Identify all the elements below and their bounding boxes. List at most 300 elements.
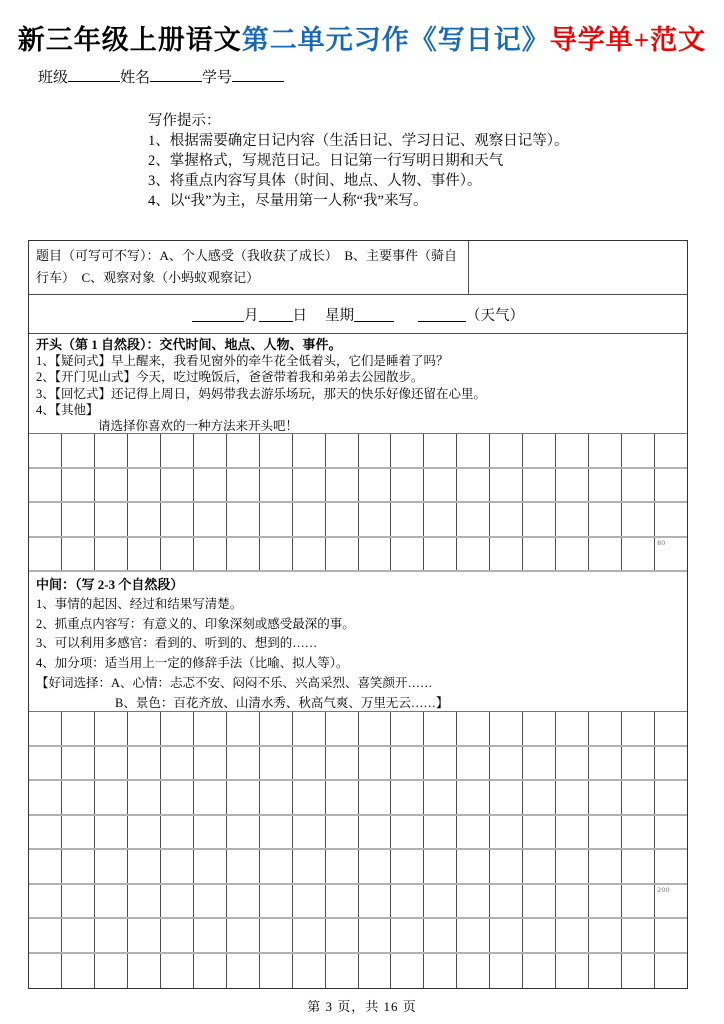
writing-cell bbox=[391, 816, 424, 849]
writing-cell bbox=[589, 850, 622, 883]
writing-cell bbox=[655, 469, 687, 502]
writing-cell bbox=[457, 850, 490, 883]
writing-cell bbox=[457, 469, 490, 502]
middle-item: 4、加分项：适当用上一定的修辞手法（比喻、拟人等）。 bbox=[36, 656, 349, 671]
writing-cell bbox=[95, 538, 128, 571]
writing-cell bbox=[556, 747, 589, 780]
writing-cell bbox=[227, 469, 260, 502]
writing-cell bbox=[29, 747, 62, 780]
opening-item: 3、【回忆式】还记得上周日，妈妈带我去游乐场玩，那天的快乐好像还留在心里。 bbox=[36, 386, 487, 401]
writing-cell bbox=[260, 850, 293, 883]
writing-cell bbox=[95, 712, 128, 745]
writing-cell bbox=[227, 885, 260, 918]
writing-cell bbox=[95, 781, 128, 814]
writing-cell bbox=[62, 816, 95, 849]
writing-cell bbox=[589, 954, 622, 989]
writing-cell bbox=[62, 850, 95, 883]
writing-cell bbox=[655, 712, 687, 745]
writing-cell bbox=[260, 469, 293, 502]
writing-cell bbox=[62, 469, 95, 502]
writing-cell bbox=[326, 919, 359, 952]
writing-cell bbox=[260, 954, 293, 989]
writing-cell bbox=[359, 919, 392, 952]
writing-cell bbox=[128, 712, 161, 745]
writing-cell bbox=[326, 434, 359, 467]
writing-cell bbox=[556, 434, 589, 467]
writing-cell bbox=[227, 538, 260, 571]
title-course-part: 新三年级上册语文 bbox=[17, 25, 242, 55]
writing-cell bbox=[194, 747, 227, 780]
writing-cell bbox=[457, 781, 490, 814]
writing-cell bbox=[523, 469, 556, 502]
writing-cell bbox=[128, 747, 161, 780]
writing-cell bbox=[29, 503, 62, 536]
writing-cell bbox=[391, 747, 424, 780]
middle-item: 2、抓重点内容写：有意义的、印象深刻或感受最深的事。 bbox=[36, 616, 355, 631]
writing-cell bbox=[655, 816, 687, 849]
writing-cell bbox=[62, 781, 95, 814]
writing-cell bbox=[655, 885, 687, 918]
writing-cell bbox=[95, 503, 128, 536]
weather-blank-line bbox=[418, 307, 466, 322]
writing-cell bbox=[161, 954, 194, 989]
grid-row bbox=[29, 469, 687, 504]
writing-cell bbox=[490, 850, 523, 883]
writing-cell bbox=[556, 919, 589, 952]
grid-row bbox=[29, 816, 687, 851]
writing-cell bbox=[194, 503, 227, 536]
title-unit-part: 第二单元习作《写日记》 bbox=[241, 25, 550, 55]
writing-cell bbox=[260, 816, 293, 849]
writing-cell bbox=[589, 538, 622, 571]
writing-cell bbox=[589, 885, 622, 918]
writing-cell bbox=[622, 954, 655, 989]
writing-tip-item: 3、将重点内容写具体（时间、地点、人物、事件）。 bbox=[148, 173, 482, 189]
writing-cell bbox=[655, 503, 687, 536]
writing-cell bbox=[622, 816, 655, 849]
grid-row bbox=[29, 954, 687, 989]
topic-row bbox=[29, 241, 687, 295]
middle-writing-grid bbox=[29, 712, 687, 988]
writing-cell bbox=[95, 747, 128, 780]
opening-item: 1、【疑问式】早上醒来，我看见窗外的牵牛花全低着头，它们是睡着了吗？ bbox=[36, 354, 449, 369]
middle-heading: 中间：（写 2-3 个自然段） bbox=[36, 577, 184, 592]
writing-cell bbox=[227, 747, 260, 780]
writing-cell bbox=[62, 919, 95, 952]
writing-tip-item: 2、掌握格式，写规范日记。日记第一行写明日期和天气 bbox=[148, 153, 504, 169]
writing-cell bbox=[29, 538, 62, 571]
writing-cell bbox=[128, 781, 161, 814]
writing-cell bbox=[556, 538, 589, 571]
writing-cell bbox=[260, 503, 293, 536]
writing-cell bbox=[490, 538, 523, 571]
writing-cell bbox=[589, 781, 622, 814]
topic-empty-cell bbox=[469, 241, 687, 294]
writing-cell bbox=[391, 469, 424, 502]
writing-cell bbox=[523, 503, 556, 536]
id-label: 学号 bbox=[202, 70, 233, 86]
class-blank-line bbox=[68, 67, 120, 82]
writing-cell bbox=[490, 781, 523, 814]
writing-cell bbox=[293, 503, 326, 536]
writing-cell bbox=[622, 781, 655, 814]
opening-section bbox=[29, 334, 687, 434]
grid-row bbox=[29, 850, 687, 885]
writing-cell bbox=[391, 434, 424, 467]
writing-cell bbox=[490, 885, 523, 918]
writing-cell bbox=[161, 919, 194, 952]
writing-cell bbox=[359, 712, 392, 745]
writing-cell bbox=[359, 885, 392, 918]
name-label: 姓名 bbox=[120, 70, 151, 86]
writing-cell bbox=[359, 469, 392, 502]
writing-cell bbox=[523, 919, 556, 952]
writing-cell bbox=[490, 503, 523, 536]
day-blank-line bbox=[259, 307, 293, 322]
writing-cell bbox=[227, 503, 260, 536]
writing-cell bbox=[260, 919, 293, 952]
writing-cell bbox=[62, 538, 95, 571]
writing-cell bbox=[326, 712, 359, 745]
writing-cell bbox=[359, 816, 392, 849]
writing-cell bbox=[424, 850, 457, 883]
writing-cell bbox=[194, 434, 227, 467]
writing-cell bbox=[161, 781, 194, 814]
writing-cell bbox=[359, 503, 392, 536]
writing-cell bbox=[293, 919, 326, 952]
writing-cell bbox=[490, 434, 523, 467]
writing-cell bbox=[622, 712, 655, 745]
writing-cell bbox=[359, 747, 392, 780]
writing-cell bbox=[523, 850, 556, 883]
writing-cell bbox=[128, 434, 161, 467]
writing-cell bbox=[161, 747, 194, 780]
writing-cell bbox=[293, 538, 326, 571]
opening-item: 4、【其他】 bbox=[36, 402, 99, 417]
writing-cell bbox=[194, 469, 227, 502]
writing-cell bbox=[391, 712, 424, 745]
writing-cell bbox=[359, 850, 392, 883]
writing-cell bbox=[161, 816, 194, 849]
class-label: 班级 bbox=[38, 70, 69, 86]
opening-item: 2、【开门见山式】今天，吃过晚饭后，爸爸带着我和弟弟去公园散步。 bbox=[36, 370, 424, 385]
writing-cell bbox=[260, 885, 293, 918]
writing-cell bbox=[622, 503, 655, 536]
writing-cell bbox=[424, 469, 457, 502]
writing-cell bbox=[227, 816, 260, 849]
writing-tips-heading: 写作提示： bbox=[148, 113, 221, 129]
writing-cell bbox=[95, 816, 128, 849]
writing-cell bbox=[589, 434, 622, 467]
writing-cell bbox=[424, 747, 457, 780]
writing-cell bbox=[29, 781, 62, 814]
grid-row bbox=[29, 747, 687, 782]
writing-cell bbox=[424, 712, 457, 745]
writing-cell bbox=[424, 781, 457, 814]
writing-cell bbox=[128, 919, 161, 952]
writing-cell bbox=[457, 747, 490, 780]
writing-cell bbox=[523, 538, 556, 571]
writing-cell bbox=[326, 816, 359, 849]
writing-cell bbox=[457, 816, 490, 849]
writing-cell bbox=[227, 781, 260, 814]
writing-cell bbox=[95, 885, 128, 918]
writing-cell bbox=[29, 850, 62, 883]
writing-cell bbox=[655, 954, 687, 989]
writing-cell bbox=[655, 781, 687, 814]
writing-cell bbox=[62, 503, 95, 536]
writing-cell bbox=[622, 434, 655, 467]
writing-cell bbox=[293, 954, 326, 989]
writing-cell bbox=[95, 850, 128, 883]
writing-cell bbox=[556, 469, 589, 502]
middle-item: 3、可以利用多感官：看到的、听到的、想到的…… bbox=[36, 636, 318, 651]
id-blank-line bbox=[232, 67, 284, 82]
writing-cell bbox=[391, 538, 424, 571]
writing-cell bbox=[194, 538, 227, 571]
day-label: 日 bbox=[292, 307, 307, 324]
writing-cell bbox=[194, 885, 227, 918]
writing-cell bbox=[194, 712, 227, 745]
middle-section bbox=[29, 572, 687, 712]
writing-cell bbox=[260, 747, 293, 780]
writing-cell bbox=[457, 538, 490, 571]
writing-cell bbox=[622, 538, 655, 571]
date-row bbox=[29, 295, 687, 334]
writing-cell bbox=[391, 954, 424, 989]
writing-cell bbox=[391, 781, 424, 814]
writing-cell bbox=[194, 781, 227, 814]
writing-cell bbox=[260, 781, 293, 814]
writing-cell bbox=[293, 781, 326, 814]
writing-cell bbox=[589, 469, 622, 502]
month-blank-line bbox=[192, 307, 244, 322]
writing-cell bbox=[359, 781, 392, 814]
writing-cell bbox=[589, 816, 622, 849]
writing-cell bbox=[391, 919, 424, 952]
writing-cell bbox=[490, 954, 523, 989]
writing-cell bbox=[457, 434, 490, 467]
writing-cell bbox=[260, 712, 293, 745]
writing-cell bbox=[128, 469, 161, 502]
writing-cell bbox=[62, 712, 95, 745]
writing-cell bbox=[359, 538, 392, 571]
writing-cell bbox=[326, 469, 359, 502]
writing-cell bbox=[556, 712, 589, 745]
middle-item: 1、事情的起因、经过和结果写清楚。 bbox=[36, 596, 243, 611]
writing-cell bbox=[655, 919, 687, 952]
writing-cell bbox=[227, 954, 260, 989]
character-count-marker: 200 bbox=[657, 885, 670, 894]
writing-cell bbox=[490, 712, 523, 745]
writing-cell bbox=[326, 503, 359, 536]
writing-cell bbox=[359, 954, 392, 989]
writing-cell bbox=[424, 816, 457, 849]
writing-cell bbox=[490, 747, 523, 780]
writing-cell bbox=[424, 919, 457, 952]
writing-cell bbox=[556, 816, 589, 849]
writing-cell bbox=[227, 712, 260, 745]
grid-row bbox=[29, 434, 687, 469]
writing-cell bbox=[128, 503, 161, 536]
writing-cell bbox=[589, 503, 622, 536]
writing-cell bbox=[62, 434, 95, 467]
writing-cell bbox=[589, 712, 622, 745]
writing-cell bbox=[391, 503, 424, 536]
writing-cell bbox=[227, 434, 260, 467]
worksheet-table bbox=[28, 240, 688, 989]
document-title bbox=[0, 18, 724, 57]
writing-cell bbox=[194, 954, 227, 989]
writing-cell bbox=[161, 503, 194, 536]
writing-cell bbox=[161, 712, 194, 745]
writing-cell bbox=[523, 954, 556, 989]
writing-cell bbox=[457, 954, 490, 989]
grid-row bbox=[29, 538, 687, 573]
writing-cell bbox=[391, 850, 424, 883]
writing-cell bbox=[128, 885, 161, 918]
writing-cell bbox=[62, 747, 95, 780]
writing-cell bbox=[523, 816, 556, 849]
writing-cell bbox=[326, 747, 359, 780]
writing-cell bbox=[326, 538, 359, 571]
writing-cell bbox=[589, 919, 622, 952]
writing-cell bbox=[655, 747, 687, 780]
writing-cell bbox=[128, 850, 161, 883]
writing-cell bbox=[326, 885, 359, 918]
writing-cell bbox=[556, 781, 589, 814]
writing-cell bbox=[29, 469, 62, 502]
writing-cell bbox=[457, 919, 490, 952]
writing-cell bbox=[556, 503, 589, 536]
writing-cell bbox=[95, 434, 128, 467]
writing-cell bbox=[424, 954, 457, 989]
writing-cell bbox=[490, 469, 523, 502]
page-number: 第 3 页，共 16 页 bbox=[307, 999, 417, 1014]
writing-cell bbox=[326, 781, 359, 814]
writing-cell bbox=[62, 954, 95, 989]
writing-cell bbox=[293, 434, 326, 467]
writing-cell bbox=[227, 919, 260, 952]
writing-cell bbox=[622, 885, 655, 918]
writing-tip-item: 1、根据需要确定日记内容（生活日记、学习日记、观察日记等）。 bbox=[148, 133, 569, 149]
writing-cell bbox=[457, 712, 490, 745]
writing-cell bbox=[424, 434, 457, 467]
name-blank-line bbox=[150, 67, 202, 82]
writing-cell bbox=[556, 850, 589, 883]
title-type-part: 导学单+范文 bbox=[549, 25, 707, 55]
writing-cell bbox=[95, 469, 128, 502]
writing-cell bbox=[490, 919, 523, 952]
writing-cell bbox=[161, 885, 194, 918]
writing-cell bbox=[655, 850, 687, 883]
writing-cell bbox=[424, 885, 457, 918]
writing-cell bbox=[29, 919, 62, 952]
good-words-line-a: 【好词选择：A、心情：忐忑不安、闷闷不乐、兴高采烈、喜笑颜开…… bbox=[36, 675, 433, 690]
writing-cell bbox=[29, 816, 62, 849]
opening-writing-grid bbox=[29, 434, 687, 572]
writing-cell bbox=[29, 954, 62, 989]
writing-cell bbox=[194, 850, 227, 883]
writing-cell bbox=[391, 885, 424, 918]
writing-cell bbox=[293, 747, 326, 780]
writing-cell bbox=[556, 954, 589, 989]
writing-cell bbox=[622, 850, 655, 883]
writing-cell bbox=[161, 850, 194, 883]
writing-cell bbox=[655, 434, 687, 467]
writing-cell bbox=[62, 885, 95, 918]
writing-cell bbox=[523, 712, 556, 745]
writing-cell bbox=[622, 919, 655, 952]
writing-cell bbox=[523, 747, 556, 780]
writing-cell bbox=[194, 919, 227, 952]
grid-row bbox=[29, 885, 687, 920]
writing-cell bbox=[622, 747, 655, 780]
writing-cell bbox=[95, 919, 128, 952]
writing-cell bbox=[457, 885, 490, 918]
writing-cell bbox=[523, 434, 556, 467]
writing-cell bbox=[161, 538, 194, 571]
writing-cell bbox=[95, 954, 128, 989]
grid-row bbox=[29, 503, 687, 538]
writing-cell bbox=[161, 434, 194, 467]
writing-cell bbox=[293, 816, 326, 849]
writing-cell bbox=[161, 469, 194, 502]
writing-cell bbox=[293, 712, 326, 745]
good-words-line-b: B、景色：百花齐放、山清水秀、秋高气爽、万里无云……】 bbox=[115, 695, 449, 710]
writing-cell bbox=[622, 469, 655, 502]
writing-cell bbox=[359, 434, 392, 467]
writing-cell bbox=[523, 885, 556, 918]
grid-row bbox=[29, 781, 687, 816]
writing-cell bbox=[424, 503, 457, 536]
month-label: 月 bbox=[244, 307, 259, 324]
writing-cell bbox=[424, 538, 457, 571]
writing-cell bbox=[326, 850, 359, 883]
writing-cell bbox=[260, 434, 293, 467]
student-info-line bbox=[38, 66, 284, 87]
writing-cell bbox=[457, 503, 490, 536]
character-count-marker: 80 bbox=[657, 538, 666, 547]
week-label: 星期 bbox=[325, 307, 354, 324]
week-blank-line bbox=[354, 307, 394, 322]
writing-cell bbox=[490, 816, 523, 849]
writing-cell bbox=[326, 954, 359, 989]
opening-choose-line: 请选择你喜欢的一种方法来开头吧！ bbox=[98, 419, 299, 434]
topic-options-cell: 题目（可写可不写）：A、个人感受（我收获了成长） B、主要事件（骑自行车） C、观察对象（小蚂蚁观察记） bbox=[29, 241, 469, 294]
grid-row bbox=[29, 919, 687, 954]
writing-cell bbox=[293, 850, 326, 883]
writing-cell bbox=[260, 538, 293, 571]
writing-cell bbox=[293, 885, 326, 918]
writing-cell bbox=[128, 954, 161, 989]
writing-cell bbox=[227, 850, 260, 883]
writing-cell bbox=[523, 781, 556, 814]
writing-cell bbox=[589, 747, 622, 780]
writing-cell bbox=[194, 816, 227, 849]
weather-label: （天气） bbox=[466, 307, 524, 324]
writing-cell bbox=[655, 538, 687, 571]
writing-cell bbox=[293, 469, 326, 502]
writing-cell bbox=[128, 816, 161, 849]
writing-cell bbox=[556, 885, 589, 918]
writing-tip-item: 4、以“我”为主，尽量用第一人称“我”来写。 bbox=[148, 193, 428, 209]
writing-tips bbox=[148, 111, 569, 211]
opening-heading: 开头（第 1 自然段）：交代时间、地点、人物、事件。 bbox=[36, 337, 342, 352]
writing-cell bbox=[29, 434, 62, 467]
writing-cell bbox=[128, 538, 161, 571]
writing-cell bbox=[29, 885, 62, 918]
